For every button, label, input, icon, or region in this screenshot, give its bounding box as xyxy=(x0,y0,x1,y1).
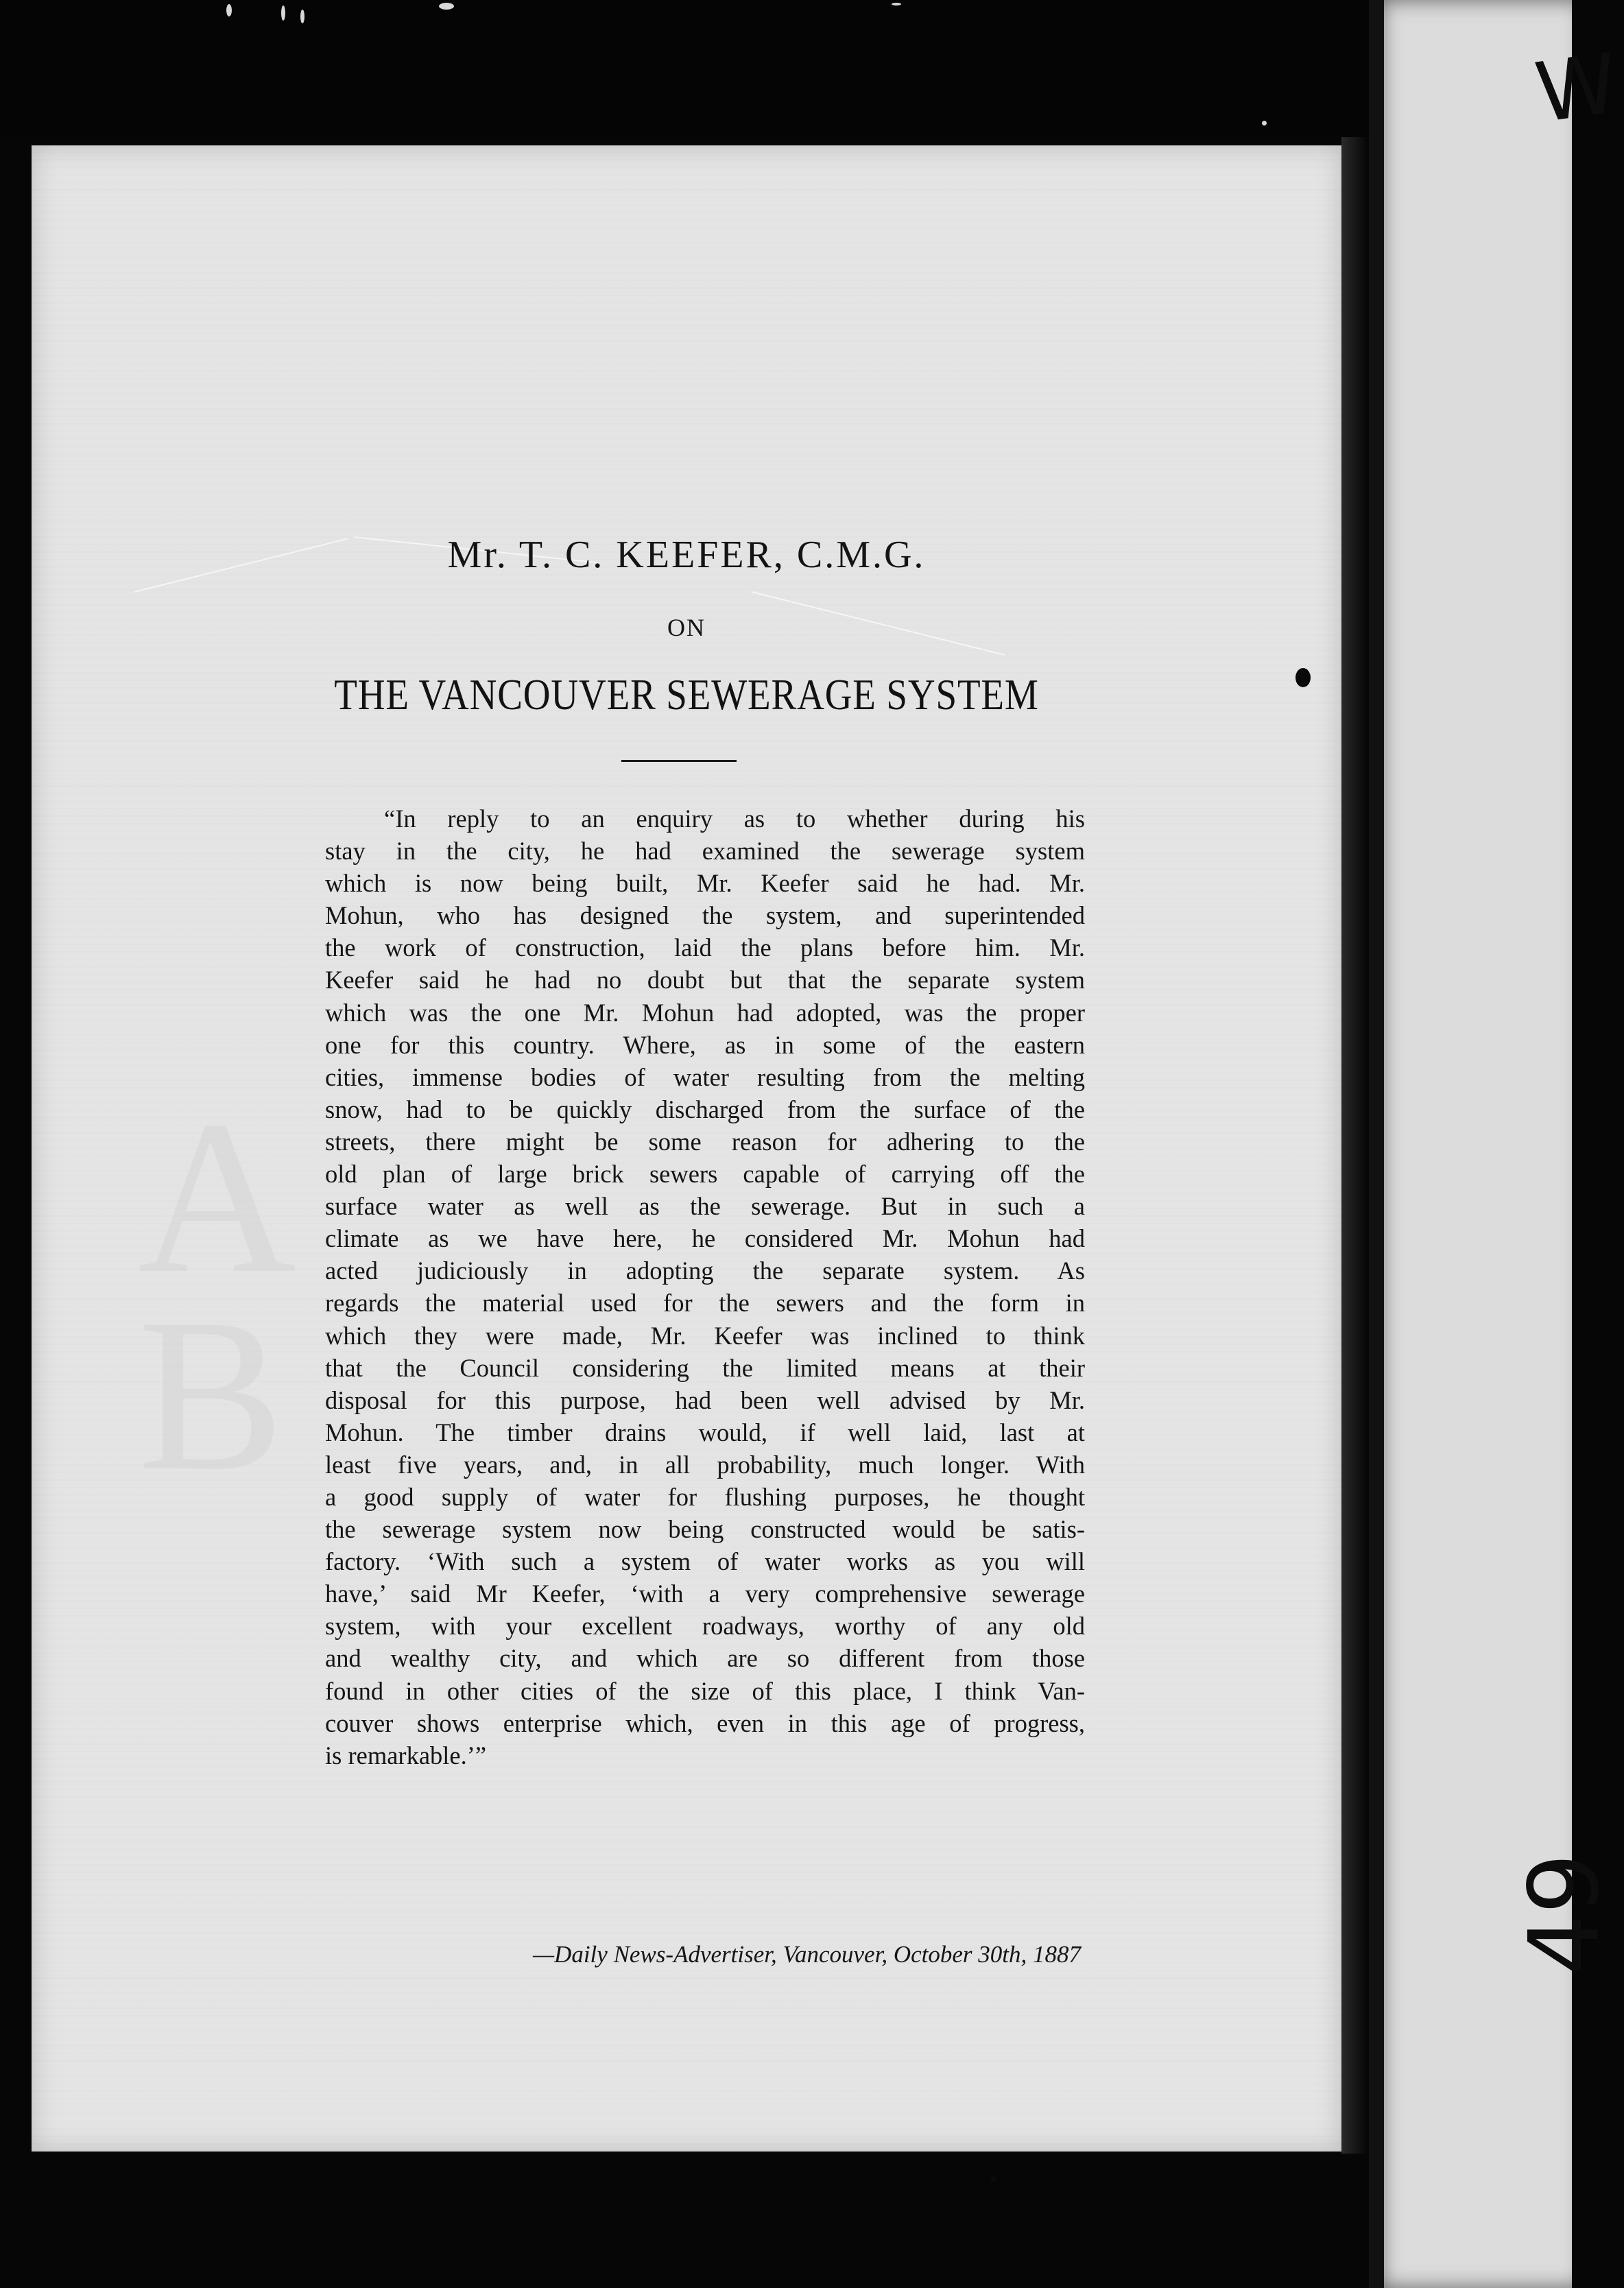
page-title: Mr. T. C. KEEFER, C.M.G. xyxy=(447,534,926,576)
article-line: Keefer said he had no doubt but that the separate system xyxy=(325,966,1085,994)
article-line: Mohun, who has designed the system, and superintended xyxy=(325,901,1085,930)
article-line: factory. ‘With such a system of water works as you will xyxy=(325,1547,1085,1576)
article-line: acted judiciously in adopting the separate system. As xyxy=(325,1256,1085,1285)
article-line: found in other cities of the size of this place, I think Van- xyxy=(325,1676,1085,1705)
page-subtitle: THE VANCOUVER SEWERAGE SYSTEM xyxy=(334,670,1039,719)
article-line: “In reply to an enquiry as to whether during his xyxy=(384,805,1085,833)
article-line: regards the material used for the sewers and the form in xyxy=(325,1289,1085,1318)
article-line: have,’ said Mr Keefer, ‘with a very comprehensive sewerage xyxy=(325,1580,1085,1608)
article-line: climate as we have here, he considered Mr. Mohun had xyxy=(325,1224,1085,1253)
article-line: is remarkable.’” xyxy=(325,1741,487,1769)
article-line: the work of construction, laid the plans before him. Mr. xyxy=(325,933,1085,962)
margin-note-bottom: 49 xyxy=(1509,1852,1621,1975)
article-line: Mohun. The timber drains would, if well laid, last at xyxy=(325,1418,1085,1446)
article-line: snow, had to be quickly discharged from the surface of the xyxy=(325,1095,1085,1123)
faint-bleed-through xyxy=(138,1099,303,1494)
article-line: one for this country. Where, as in some of the eastern xyxy=(325,1030,1085,1059)
adjacent-page-gutter xyxy=(1369,0,1384,2288)
article-line: a good supply of water for flushing purposes, he thought xyxy=(325,1482,1085,1511)
article-line: that the Council considering the limited means at their xyxy=(325,1353,1085,1382)
article-line: streets, there might be some reason for adhering to the xyxy=(325,1127,1085,1156)
title-connector: ON xyxy=(667,614,706,641)
margin-note-top: W xyxy=(1529,36,1624,142)
article-line: disposal for this purpose, had been well advised by Mr. xyxy=(325,1385,1085,1414)
article-line: system, with your excellent roadways, worthy of any old xyxy=(325,1612,1085,1641)
article-line: stay in the city, he had examined the sewerage system xyxy=(325,837,1085,866)
article-line: the sewerage system now being constructed would be satis- xyxy=(325,1515,1085,1544)
article-line: which they were made, Mr. Keefer was inclined to think xyxy=(325,1321,1085,1350)
margin-dot xyxy=(990,2176,996,2182)
article-line: which was the one Mr. Mohun had adopted, was the proper xyxy=(325,998,1085,1027)
article-line: least five years, and, in all probability, much longer. With xyxy=(325,1450,1085,1479)
quoted-article xyxy=(325,802,1085,1772)
article-line: couver shows enterprise which, even in this age of progress, xyxy=(325,1708,1085,1737)
page-edge-shadow xyxy=(1341,137,1369,2154)
article-line: surface water as well as the sewerage. But in such a xyxy=(325,1192,1085,1221)
film-border xyxy=(0,0,1572,137)
article-line: old plan of large brick sewers capable of carrying off the xyxy=(325,1160,1085,1189)
document-page xyxy=(32,145,1341,2152)
title-rule xyxy=(621,760,737,762)
article-line: which is now being built, Mr. Keefer said he had. Mr. xyxy=(325,869,1085,898)
article-line: cities, immense bodies of water resulting from the melting xyxy=(325,1062,1085,1091)
article-line: and wealthy city, and which are so different from those xyxy=(325,1644,1085,1673)
margin-dot xyxy=(1295,668,1311,687)
source-attribution: —Daily News-Advertiser, Vancouver, October 30th, 1887 xyxy=(532,1941,1081,1968)
